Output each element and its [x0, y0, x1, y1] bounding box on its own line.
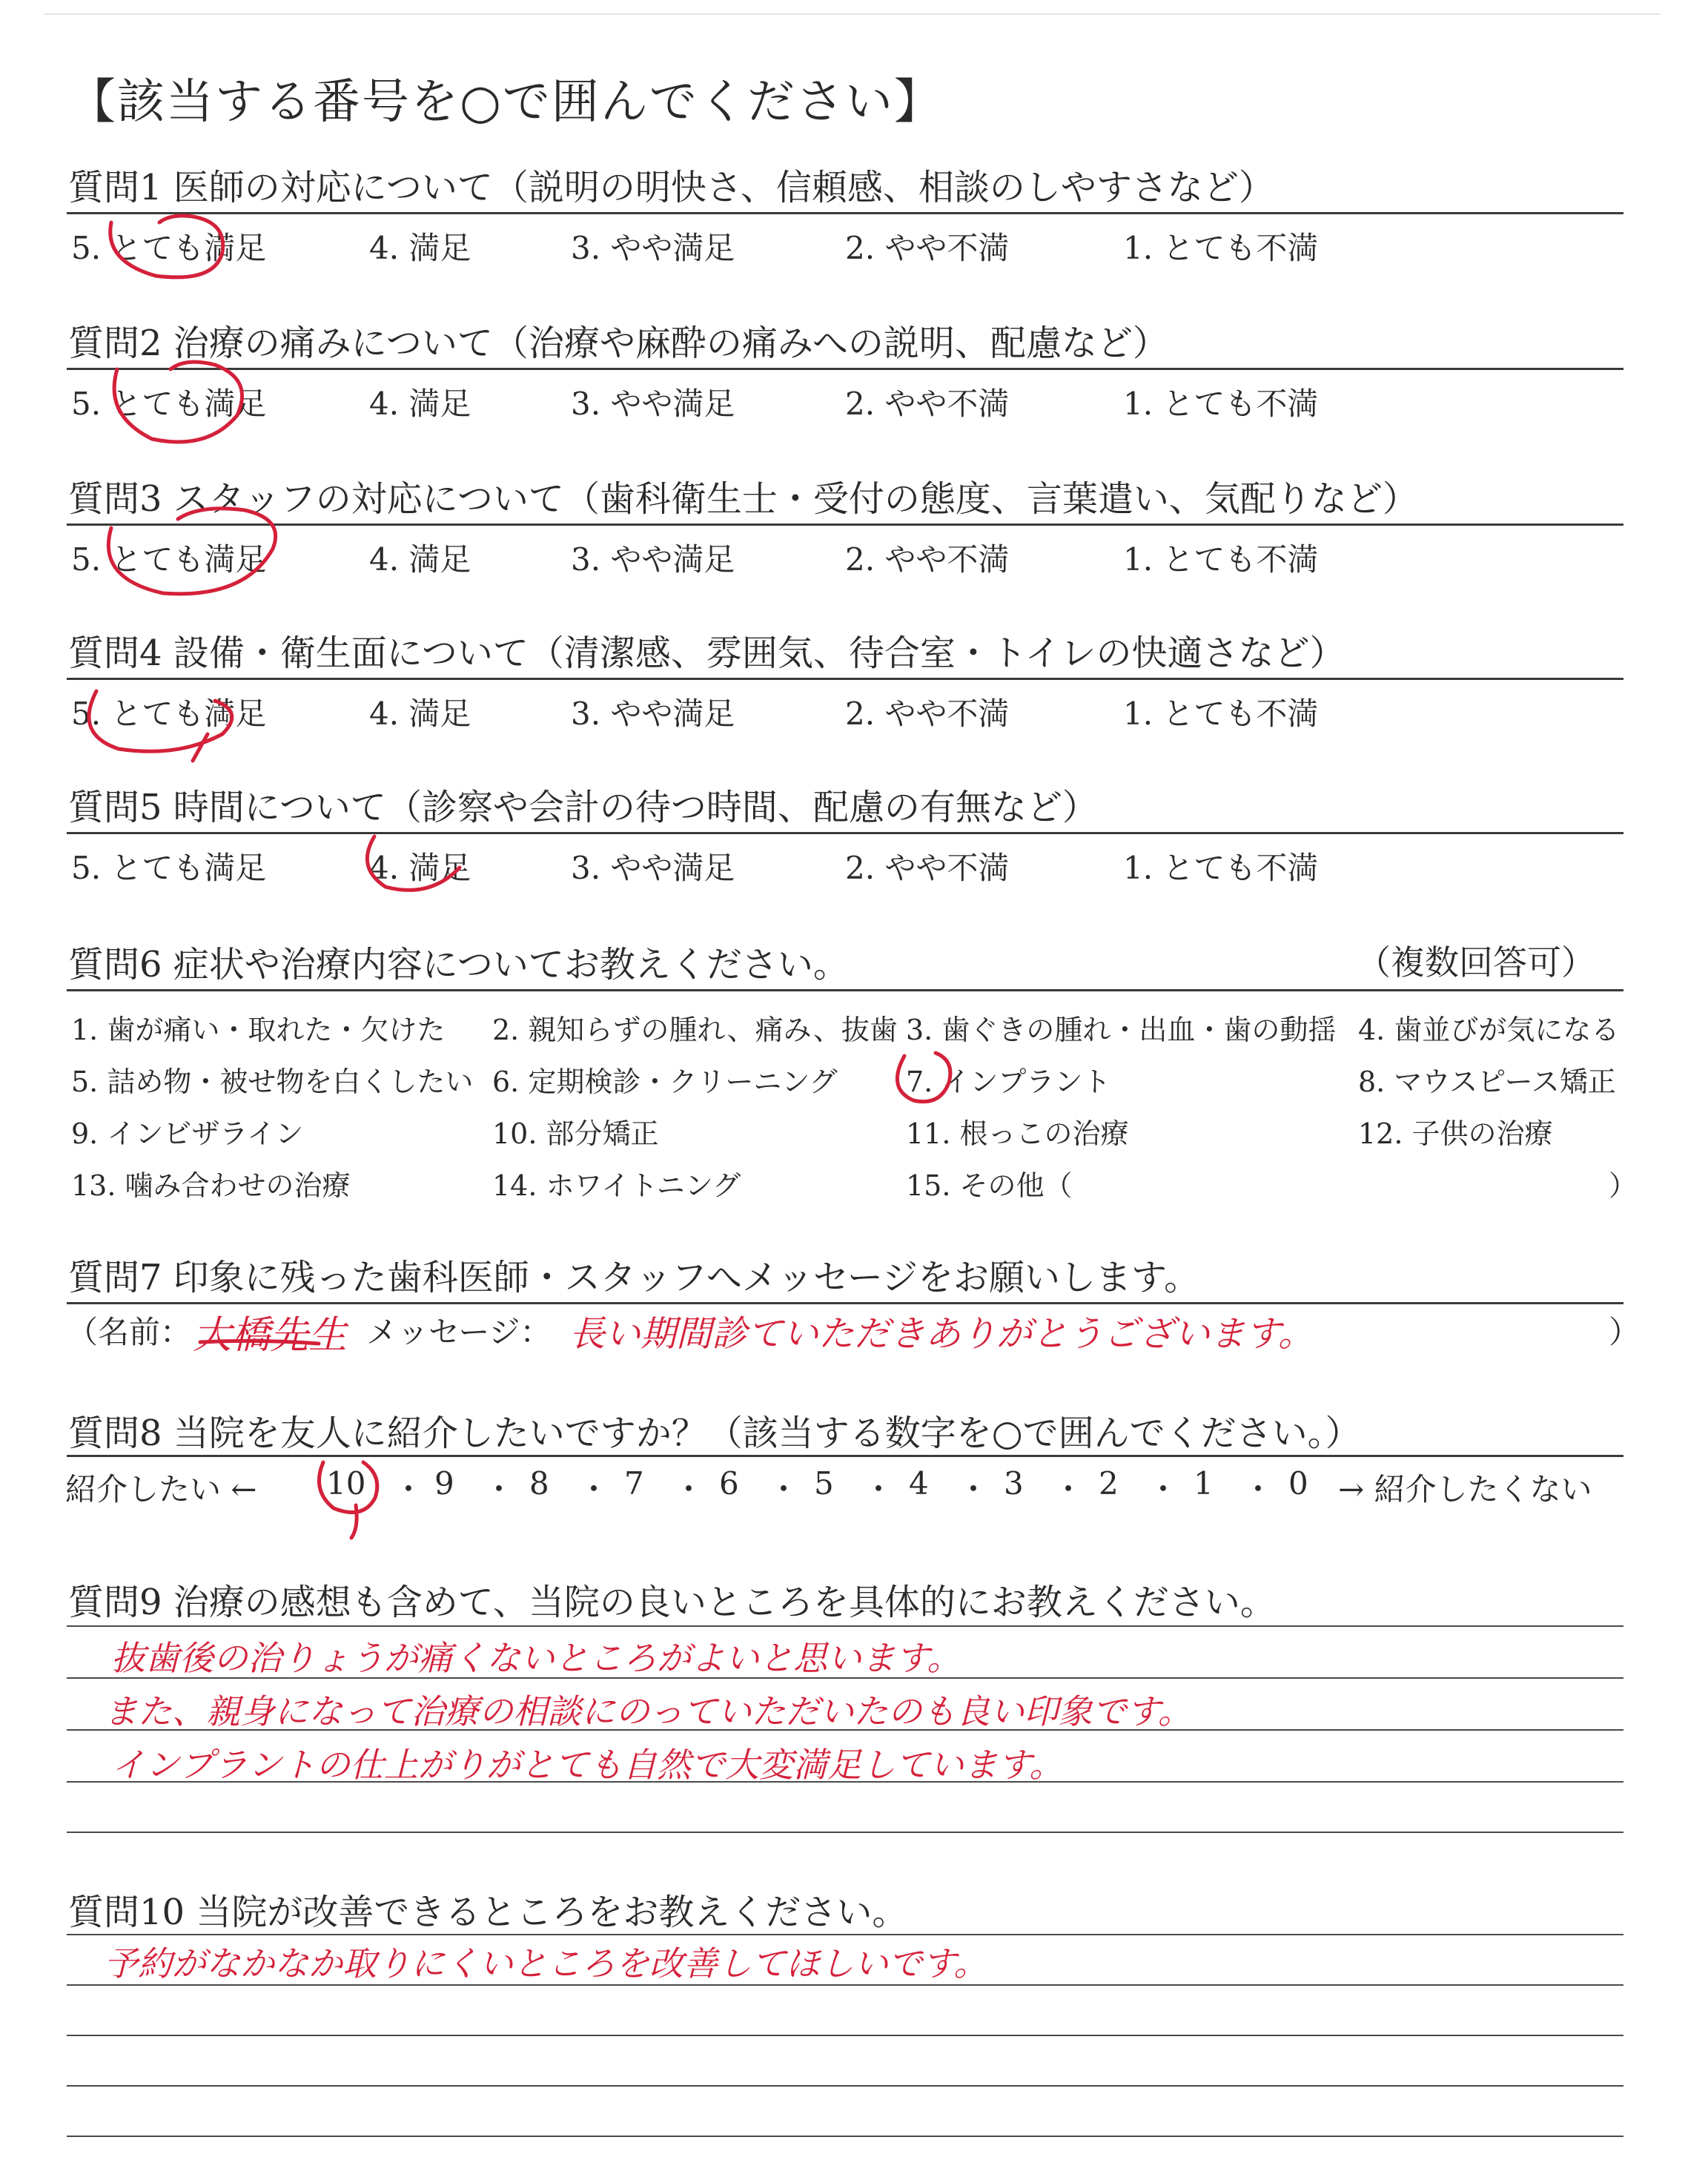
q8-score-8[interactable]: 8 — [529, 1465, 549, 1502]
q8-score-10[interactable]: 10 — [326, 1465, 366, 1502]
q8-separator: ・ — [863, 1471, 895, 1507]
q5-option-3[interactable]: 3. やや満足 — [571, 850, 735, 886]
q1-option-3[interactable]: 3. やや満足 — [571, 230, 735, 266]
q1-option-2[interactable]: 2. やや不満 — [845, 230, 1010, 266]
q7-message-handwritten[interactable]: 長い期間診ていただきありがとうございます。 — [569, 1313, 1314, 1355]
q3-option-2[interactable]: 2. やや不満 — [845, 541, 1010, 578]
q8-score-2[interactable]: 2 — [1099, 1465, 1119, 1502]
q8-score-4[interactable]: 4 — [909, 1465, 929, 1502]
q8-score-5[interactable]: 5 — [814, 1465, 834, 1502]
q1-option-1[interactable]: 1. とても不満 — [1123, 230, 1319, 266]
question-9-title: 質問9 治療の感想も含めて、当院の良いところを具体的にお教えください。 — [68, 1582, 1276, 1623]
q3-option-1[interactable]: 1. とても不満 — [1123, 541, 1319, 578]
question-1-rule — [67, 212, 1623, 214]
q9-line-1 — [67, 1625, 1623, 1627]
q5-option-5[interactable]: 5. とても満足 — [71, 850, 267, 886]
q6-option-7[interactable]: 7. インプラント — [906, 1066, 1111, 1098]
q6-option-10[interactable]: 10. 部分矯正 — [492, 1117, 659, 1150]
q1-option-5[interactable]: 5. とても満足 — [71, 230, 267, 266]
question-6-title: 質問6 症状や治療内容についてお教えください。 — [68, 944, 849, 985]
q10-line-4 — [67, 2085, 1623, 2087]
question-6-rule — [67, 989, 1623, 991]
q6-other-close-paren: ） — [1609, 1169, 1638, 1202]
q6-option-6[interactable]: 6. 定期検診・クリーニング — [492, 1066, 838, 1098]
q4-option-4[interactable]: 4. 満足 — [369, 696, 471, 732]
question-6-multiple-note: （複数回答可） — [1357, 942, 1595, 982]
question-5-title: 質問5 時間について（診察や会計の待つ時間、配慮の有無など） — [68, 787, 1098, 828]
q8-separator: ・ — [673, 1471, 705, 1507]
q7-name-label: （名前： — [67, 1314, 192, 1350]
q10-line-3 — [67, 2035, 1623, 2036]
q8-right-label: → 紹介したくない — [1338, 1471, 1592, 1507]
q8-separator: ・ — [393, 1471, 425, 1507]
q8-score-7[interactable]: 7 — [624, 1465, 644, 1502]
q6-option-13[interactable]: 13. 噛み合わせの治療 — [71, 1169, 351, 1202]
question-7-title: 質問7 印象に残った歯科医師・スタッフへメッセージをお願いします。 — [68, 1257, 1200, 1298]
q2-option-5[interactable]: 5. とても満足 — [71, 386, 267, 422]
q8-separator: ・ — [1053, 1471, 1085, 1507]
q4-option-5[interactable]: 5. とても満足 — [71, 696, 267, 732]
q8-selection-tail — [351, 1505, 357, 1538]
question-3-rule — [67, 524, 1623, 526]
question-2-rule — [67, 368, 1623, 370]
q4-option-2[interactable]: 2. やや不満 — [845, 696, 1010, 732]
q6-option-11[interactable]: 11. 根っこの治療 — [906, 1117, 1129, 1150]
q6-option-15[interactable]: 15. その他（ — [906, 1169, 1073, 1202]
question-2-title: 質問2 治療の痛みについて（治療や麻酔の痛みへの説明、配慮など） — [68, 323, 1168, 364]
q2-option-3[interactable]: 3. やや満足 — [571, 386, 735, 422]
q3-option-4[interactable]: 4. 満足 — [369, 541, 471, 578]
q8-score-0[interactable]: 0 — [1288, 1465, 1308, 1502]
q1-option-4[interactable]: 4. 満足 — [369, 230, 471, 266]
instruction-heading: 【該当する番号を○で囲んでください】 — [68, 75, 943, 130]
q2-option-1[interactable]: 1. とても不満 — [1123, 386, 1319, 422]
q8-separator: ・ — [483, 1471, 515, 1507]
q4-option-1[interactable]: 1. とても不満 — [1123, 696, 1319, 732]
top-border — [44, 13, 1661, 15]
question-8-title: 質問8 当院を友人に紹介したいですか？（該当する数字を○で囲んでください。） — [68, 1413, 1361, 1454]
q3-option-5[interactable]: 5. とても満足 — [71, 541, 267, 578]
q9-answer-line-1[interactable]: 抜歯後の治りょうが痛くないところがよいと思います。 — [111, 1638, 961, 1678]
q10-answer-line-1[interactable]: 予約がなかなか取りにくいところを改善してほしいです。 — [104, 1943, 988, 1984]
question-10-title: 質問10 当院が改善できるところをお教えください。 — [68, 1892, 908, 1933]
q4-selection-tick — [193, 734, 208, 761]
q2-option-4[interactable]: 4. 満足 — [369, 386, 471, 422]
question-3-title: 質問3 スタッフの対応について（歯科衛生士・受付の態度、言葉遣い、気配りなど） — [68, 478, 1418, 520]
q6-option-3[interactable]: 3. 歯ぐきの腫れ・出血・歯の動揺 — [906, 1014, 1337, 1046]
q8-score-3[interactable]: 3 — [1004, 1465, 1024, 1502]
q3-option-3[interactable]: 3. やや満足 — [571, 541, 735, 578]
q6-option-12[interactable]: 12. 子供の治療 — [1358, 1117, 1553, 1150]
q7-close-paren: ） — [1609, 1314, 1641, 1350]
question-4-rule — [67, 678, 1623, 680]
q6-option-8[interactable]: 8. マウスピース矯正 — [1358, 1066, 1616, 1098]
q2-option-2[interactable]: 2. やや不満 — [845, 386, 1010, 422]
question-5-rule — [67, 832, 1623, 834]
q9-answer-line-2[interactable]: また、親身になって治療の相談にのっていただいたのも良い印象です。 — [104, 1691, 1192, 1731]
q5-option-1[interactable]: 1. とても不満 — [1123, 850, 1319, 886]
q8-score-6[interactable]: 6 — [719, 1465, 739, 1502]
q6-option-1[interactable]: 1. 歯が痛い・取れた・欠けた — [71, 1014, 446, 1046]
q9-line-5 — [67, 1832, 1623, 1833]
q6-option-2[interactable]: 2. 親知らずの腫れ、痛み、抜歯 — [492, 1014, 898, 1046]
q6-option-14[interactable]: 14. ホワイトニング — [492, 1169, 741, 1202]
q7-name-handwritten[interactable]: 大橋先生 — [193, 1313, 348, 1358]
q10-line-5 — [67, 2136, 1623, 2137]
q8-separator: ・ — [768, 1471, 800, 1507]
q8-separator: ・ — [578, 1471, 610, 1507]
q6-option-4[interactable]: 4. 歯並びが気になる — [1358, 1014, 1620, 1046]
q8-score-9[interactable]: 9 — [434, 1465, 454, 1502]
q10-line-1 — [67, 1934, 1623, 1935]
question-4-title: 質問4 設備・衛生面について（清潔感、雰囲気、待合室・トイレの快適さなど） — [68, 633, 1345, 674]
question-8-rule — [67, 1455, 1623, 1457]
q8-left-label: 紹介したい ← — [65, 1471, 257, 1507]
question-1-title: 質問1 医師の対応について（説明の明快さ、信頼感、相談のしやすさなど） — [68, 167, 1274, 208]
q9-answer-line-3[interactable]: インプラントの仕上がりがとても自然で大変満足しています。 — [111, 1745, 1064, 1785]
q5-option-4[interactable]: 4. 満足 — [369, 850, 471, 886]
q8-separator: ・ — [958, 1471, 990, 1507]
q4-option-3[interactable]: 3. やや満足 — [571, 696, 735, 732]
q5-option-2[interactable]: 2. やや不満 — [845, 850, 1010, 886]
q8-separator: ・ — [1242, 1471, 1274, 1507]
q6-option-9[interactable]: 9. インビザライン — [71, 1117, 304, 1150]
q7-message-label: メッセージ： — [366, 1314, 552, 1350]
q8-score-1[interactable]: 1 — [1194, 1465, 1214, 1502]
q6-option-5[interactable]: 5. 詰め物・被せ物を白くしたい — [71, 1066, 474, 1098]
q8-separator: ・ — [1148, 1471, 1179, 1507]
